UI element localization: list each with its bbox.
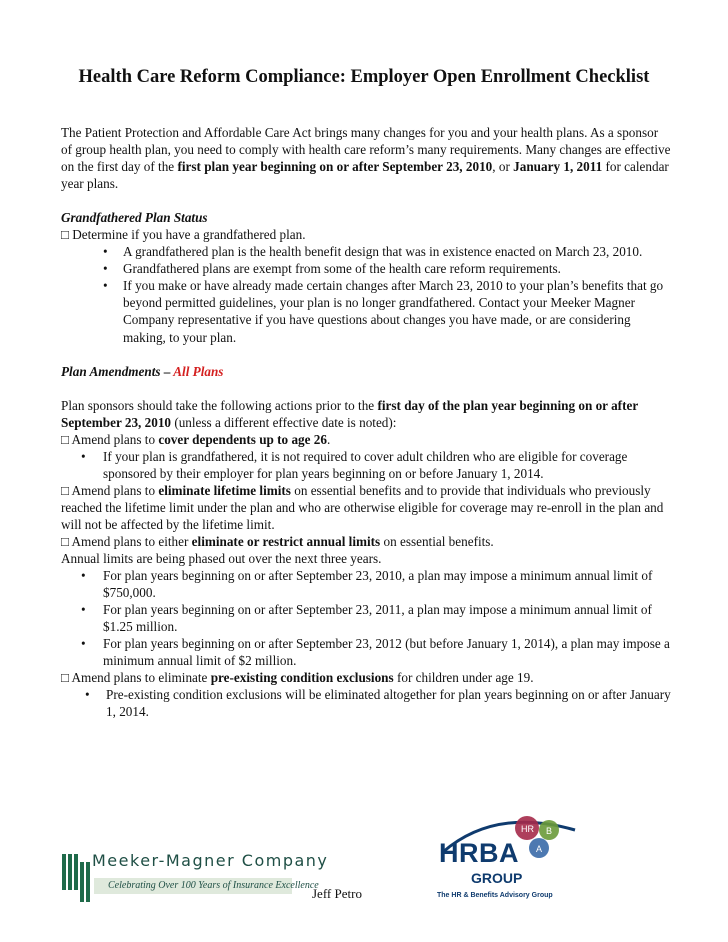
preexisting-checkbox-item (61, 669, 671, 686)
list-item-text: If your plan is grandfathered, it is not required to cover adult children who are eligible for coverage sponsored by their employer for plan years beginning on or before January 1, 2014. (103, 448, 628, 481)
intro-paragraph (61, 124, 671, 192)
life-text-a: □ Amend plans to (61, 482, 159, 498)
list-item (61, 567, 671, 601)
list-item (61, 448, 671, 482)
list-item-text: For plan years beginning on or after September 23, 2010, a plan may impose a minimum annual limit of $750,000. (103, 568, 653, 601)
annual-text-a: □ Amend plans to either (61, 533, 192, 549)
bubble-label: A (536, 844, 543, 854)
list-item-text: If you make or have already made certain changes after March 23, 2010 to your plan’s benefits that go beyond permitted guidelines, your plan is no longer grandfathered. Contact your Meeker Magner Company representative if you have questions about changes you have made, or are considering making, to your plan. (123, 278, 664, 345)
hrba-wordmark: HRBA (439, 838, 519, 868)
phase-out-text: Annual limits are being phased out over the next three years. (61, 551, 382, 567)
list-item (61, 260, 671, 277)
lead-text-a: Plan sponsors should take the following actions prior to the (61, 397, 378, 413)
annual-checkbox-item (61, 533, 671, 550)
dependents-list (61, 448, 671, 482)
pre-text-c: for children under age 19. (393, 670, 534, 686)
list-item-text: A grandfathered plan is the health benefit design that was in existence enacted on March 23, 2010. (123, 244, 643, 260)
amendments-heading-red: All Plans (173, 363, 224, 379)
preexisting-list (61, 686, 671, 720)
list-item (61, 686, 671, 720)
intro-text-b: first plan year beginning on or after September 23, 2010 (177, 159, 493, 175)
grandfathered-checkbox-item: □ Determine if you have a grandfathered plan. (61, 227, 306, 243)
document-body (61, 124, 671, 721)
bullet-icon: • (81, 636, 86, 652)
bullet-icon: • (85, 687, 90, 703)
list-item-text: Grandfathered plans are exempt from some of the health care reform requirements. (123, 261, 561, 277)
footer (0, 810, 728, 942)
life-text-c: on essential benefits and to provide that individuals who previously reached the lifetime limit under the plan and who are otherwise eligible for coverage may re-enroll in the plan and will not be affected by the lifetime limit. (61, 482, 664, 532)
lead-text-b: first day of the plan year beginning on or after September 23, 2010 (61, 397, 638, 430)
signature-name: Jeff Petro (312, 886, 362, 901)
hrba-group-label: GROUP (471, 870, 523, 886)
company-tagline: Celebrating Over 100 Years of Insurance Excellence (108, 880, 319, 891)
dep-text-c: . (326, 431, 331, 447)
list-item (61, 601, 671, 635)
amendments-heading-text: Plan Amendments – (61, 363, 174, 379)
amendments-lead (61, 397, 671, 431)
list-item (61, 635, 671, 669)
list-item-text: For plan years beginning on or after September 23, 2012 (but before January 1, 2014), a plan may impose a minimum annual limit of $2 million. (103, 636, 670, 669)
amendments-heading (61, 363, 671, 380)
page-title: Health Care Reform Compliance: Employer Open Enrollment Checklist (78, 67, 650, 87)
intro-text-d: January 1, 2011 (513, 159, 603, 175)
annual-limits-list (61, 567, 671, 669)
bullet-icon: • (103, 278, 108, 294)
annual-text-b: eliminate or restrict annual limits (191, 533, 381, 549)
grandfathered-heading: Grandfathered Plan Status (61, 210, 208, 226)
list-item (61, 277, 671, 345)
bullet-icon: • (81, 602, 86, 618)
hrba-logo (435, 812, 595, 917)
lead-text-c: (unless a different effective date is noted): (171, 414, 397, 430)
bullet-icon: • (81, 448, 86, 464)
bubble-label: HR (521, 824, 534, 834)
bullet-icon: • (81, 568, 86, 584)
bullet-icon: • (103, 261, 108, 277)
intro-text-a: The Patient Protection and Affordable Care Act brings many changes for you and your health plans. As a sponsor of group health plan, you need to comply with health care reform’s many requirements. Many changes are effective on the first day of the (61, 125, 671, 175)
company-name: Meeker-Magner Company (92, 851, 329, 870)
list-item-text: For plan years beginning on or after September 23, 2011, a plan may impose a minimum annual limit of $1.25 million. (103, 602, 652, 635)
dependents-checkbox-item (61, 431, 671, 448)
bubble-label: B (546, 826, 553, 836)
dep-text-a: □ Amend plans to (61, 431, 159, 447)
intro-text-e: for calendar year plans. (61, 159, 669, 192)
life-text-b: eliminate lifetime limits (158, 482, 291, 498)
bullet-icon: • (103, 244, 108, 260)
intro-text-c: , or (492, 159, 514, 175)
list-item-text: Pre-existing condition exclusions will be eliminated altogether for plan years beginning on or after January 1, 2014. (106, 687, 671, 720)
annual-text-c: on essential benefits. (380, 533, 494, 549)
pre-text-a: □ Amend plans to eliminate (61, 670, 211, 686)
dep-text-b: cover dependents up to age 26 (158, 431, 327, 447)
grandfathered-list (61, 243, 671, 345)
hrba-subtitle: The HR & Benefits Advisory Group (437, 892, 553, 899)
lifetime-checkbox-item (61, 482, 671, 533)
pre-text-b: pre-existing condition exclusions (210, 670, 394, 686)
list-item (61, 243, 671, 260)
